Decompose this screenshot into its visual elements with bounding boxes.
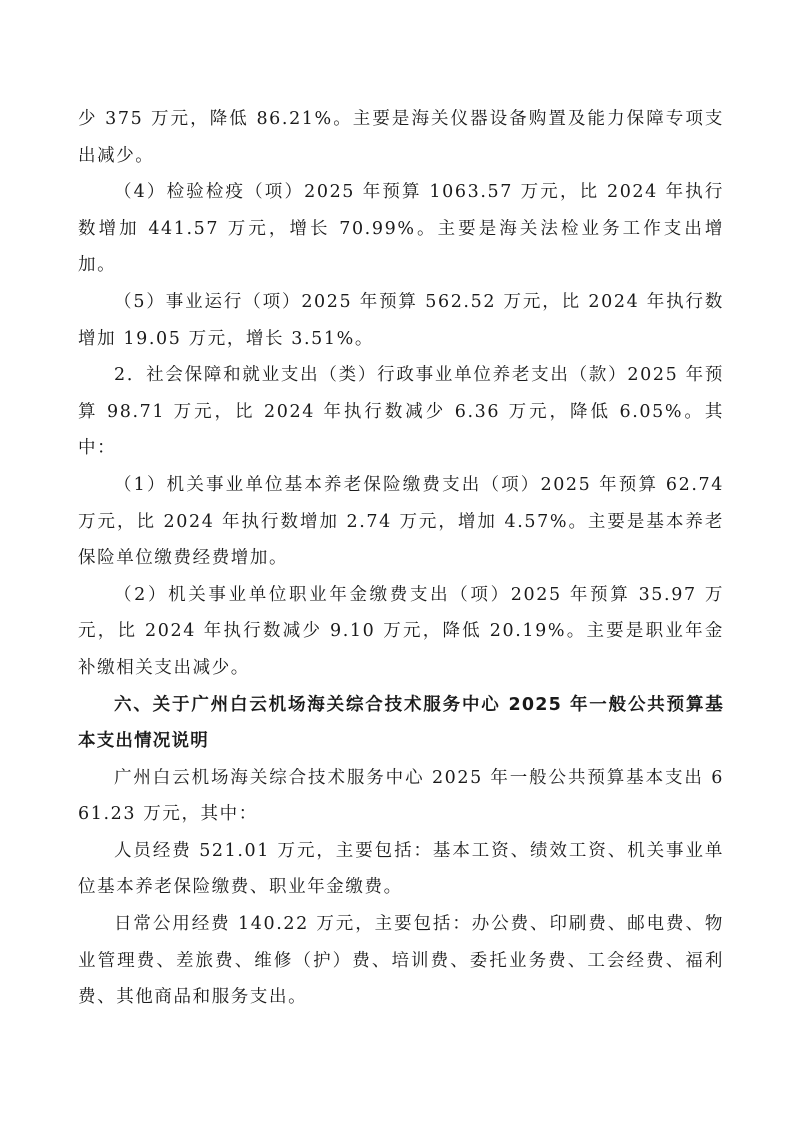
document-body xyxy=(78,101,724,1016)
paragraph-public-expenses: 日常公用经费 140.22 万元，主要包括：办公费、印刷费、邮电费、物业管理费、差旅费、维修（护）费、培训费、委托业务费、工会经费、福利费、其他商品和服务支出。 xyxy=(78,914,724,1008)
paragraph-reduction-note: 少 375 万元，降低 86.21%。主要是海关仪器设备购置及能力保障专项支出减少。 xyxy=(78,109,724,166)
section-heading-basic-expenditure: 六、关于广州白云机场海关综合技术服务中心 2025 年一般公共预算基本支出情况说明 xyxy=(78,694,724,752)
paragraph-basic-pension: （1）机关事业单位基本养老保险缴费支出（项）2025 年预算 62.74 万元，比 2024 年执行数增加 2.74 万元，增加 4.57%。主要是基本养老保险单位缴费经费增加。 xyxy=(78,474,724,569)
paragraph-basic-expenditure-total: 广州白云机场海关综合技术服务中心 2025 年一般公共预算基本支出 661.23 万元，其中： xyxy=(78,767,724,825)
paragraph-occupational-annuity: （2）机关事业单位职业年金缴费支出（项）2025 年预算 35.97 万元，比 2024 年执行数减少 9.10 万元，降低 20.19%。主要是职业年金补缴相关支出减少。 xyxy=(78,584,724,678)
paragraph-inspection-quarantine: （4）检验检疫（项）2025 年预算 1063.57 万元，比 2024 年执行数增加 441.57 万元，增长 70.99%。主要是海关法检业务工作支出增加。 xyxy=(78,182,724,276)
paragraph-social-security: 2．社会保障和就业支出（类）行政事业单位养老支出（款）2025 年预算 98.71 万元，比 2024 年执行数减少 6.36 万元，降低 6.05%。其中： xyxy=(78,365,724,459)
paragraph-business-operation: （5）事业运行（项）2025 年预算 562.52 万元，比 2024 年执行数增加 19.05 万元，增长 3.51%。 xyxy=(78,291,724,349)
paragraph-personnel-expenses: 人员经费 521.01 万元，主要包括：基本工资、绩效工资、机关事业单位基本养老保险缴费、职业年金缴费。 xyxy=(78,840,724,898)
